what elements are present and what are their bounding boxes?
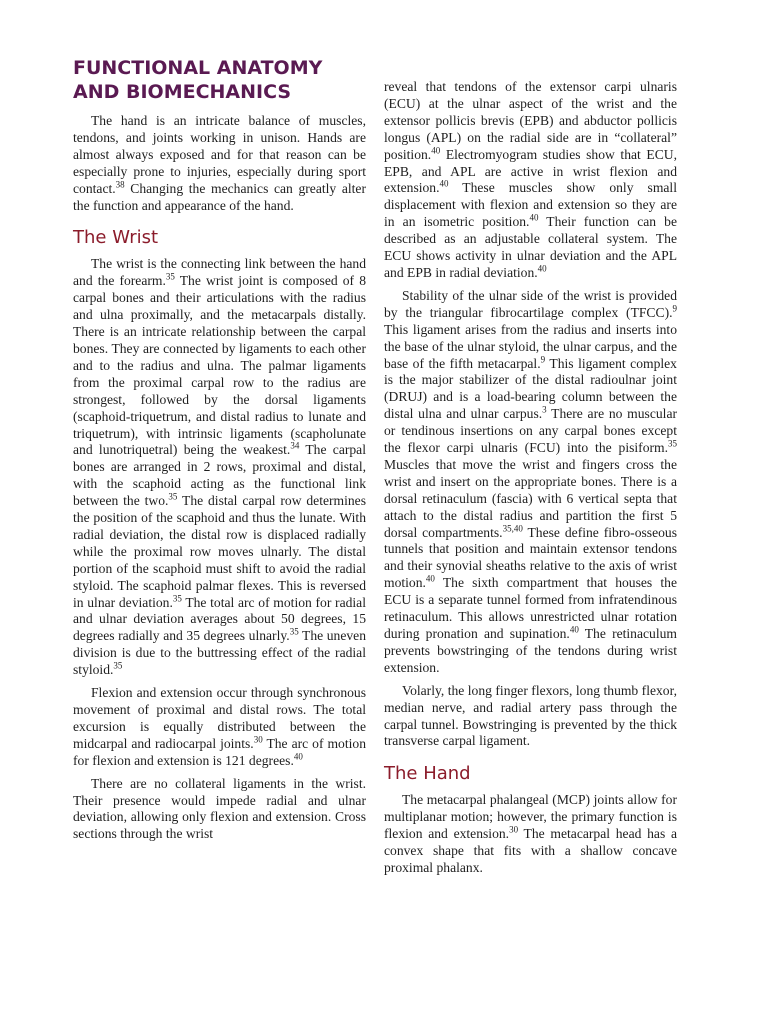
- text-run: The metacarpal phalangeal (MCP) joints allow for multiplanar motion; however, the primary function is flexion and extension.: [384, 792, 677, 842]
- text-run: There are no collateral ligaments in the wrist. Their presence would impede radial and ulnar deviation, allowing only flexion and extension. Cross sections through the wrist: [73, 775, 366, 842]
- citation-superscript: 40: [425, 573, 435, 584]
- text-run: Electromyogram studies show that ECU, EPB, and APL are active in wrist flexion and extension.: [384, 146, 677, 196]
- text-run: The total arc of motion for radial and ulnar deviation averages about 50 degrees, 15 degrees radially and 35 degrees ulnarly.: [73, 594, 366, 644]
- citation-superscript: 40: [293, 751, 303, 762]
- text-run: Stability of the ulnar side of the wrist is provided by the triangular fibrocartilage complex (TFCC).: [384, 287, 677, 320]
- wrist-subheading: The Wrist: [73, 227, 159, 249]
- text-run: This ligament arises from the radius and inserts into the base of the ulnar styloid, the ulnar carpus, and the base of the fifth metacarpal.: [384, 321, 677, 371]
- citation-superscript: 40: [431, 145, 441, 156]
- wrist-paragraph-2: [73, 685, 366, 770]
- text-run: The wrist joint is composed of 8 carpal bones and their articulations with the radius and ulna proximally, and the metacarpals distally. There is an intricate relationship between the carpal bones. They are connected by ligaments to each other and to the radius and ulna. The palmar ligaments from the proximal carpal row to the radius are strongest, followed by the dorsal ligaments (scaphoid-triquetrum, and distal radius to lunate and triquetrum), with intrinsic ligaments (scapholunate and lunotriquetral) being the weakest.: [73, 273, 366, 458]
- left-column: [73, 56, 366, 849]
- text-run: This ligament complex is the major stabilizer of the distal radioulnar joint (DRUJ) and is a load-bearing column between the distal ulna and ulnar carpus.: [384, 355, 677, 422]
- carpal-tunnel-paragraph: [384, 683, 677, 751]
- text-run: The uneven division is due to the buttressing effect of the radial styloid.: [73, 628, 366, 678]
- hand-subheading: The Hand: [384, 763, 471, 785]
- citation-superscript: 9: [672, 303, 677, 314]
- citation-superscript: 35: [289, 626, 299, 637]
- text-run: The carpal bones are arranged in 2 rows, proximal and distal, with the scaphoid acting as the functional link between the two.: [73, 442, 366, 509]
- text-run: These define fibro-osseous tunnels that position and maintain extensor tendons and their synovial sheaths relative to the axis of wrist motion.: [384, 524, 678, 591]
- text-run: Volarly, the long finger flexors, long thumb flexor, median nerve, and radial artery pass through the carpal tunnel. Bowstringing is prevented by the thick transverse carpal ligament.: [384, 682, 677, 749]
- wrist-paragraph-1: [73, 256, 366, 679]
- citation-superscript: 40: [439, 178, 449, 189]
- citation-superscript: 30: [253, 734, 263, 745]
- citation-superscript: 40: [569, 624, 579, 635]
- section-heading: FUNCTIONAL ANATOMY AND BIOMECHANICS: [73, 57, 323, 103]
- citation-superscript: 40: [529, 212, 539, 223]
- text-run: The distal carpal row determines the position of the scaphoid and thus the lunate. With radial deviation, the distal row is displaced radially while the proximal row moves ulnarly. The distal portion of the scaphoid must shift to avoid the radial styloid. The scaphoid palmar flexes. This is reversed in ulnar deviation.: [73, 493, 367, 610]
- citation-superscript: 9: [540, 353, 546, 364]
- text-run: The sixth compartment that houses the ECU is a separate tunnel formed from infratendinous retinaculum. This allows unrestricted ulnar rotation during pronation and supination.: [384, 575, 677, 641]
- text-run: The wrist is the connecting link between the hand and the forearm.: [73, 256, 366, 289]
- wrist-paragraph-3: [73, 776, 366, 844]
- text-run: Changing the mechanics can greatly alter the function and appearance of the hand.: [73, 180, 366, 213]
- text-run: Muscles that move the wrist and fingers cross the wrist and insert on the appropriate bones. There is a dorsal retinaculum (fascia) with 6 vertical septa that attach to the distal radius and partition the first 5 dorsal compartments.: [384, 456, 677, 540]
- text-run: Flexion and extension occur through synchronous movement of proximal and distal rows. The total excursion is equally distributed between the midcarpal and radiocarpal joints.: [73, 685, 366, 751]
- text-run: Their function can be described as an adjustable collateral system. The ECU shows activity in ulnar deviation and the APL and EPB in radial deviation.: [384, 214, 677, 280]
- citation-superscript: 30: [509, 824, 519, 835]
- citation-superscript: 35: [172, 593, 182, 604]
- wrist-paragraph-3-continued: [384, 79, 677, 282]
- intro-paragraph: [73, 113, 366, 214]
- citation-superscript: 3: [542, 404, 547, 415]
- text-run: These muscles show only small displacement with flexion and extension so they are in an isometric position.: [384, 180, 677, 230]
- citation-superscript: 38: [115, 179, 125, 190]
- right-column: [384, 79, 677, 883]
- ulnar-stability-paragraph: [384, 288, 677, 677]
- text-run: The metacarpal head has a convex shape that fits with a shallow concave proximal phalanx.: [384, 826, 677, 875]
- citation-superscript: 35,40: [502, 523, 523, 534]
- text-run: The hand is an intricate balance of muscles, tendons, and joints working in unison. Hands are almost always exposed and for that reason can be especially prone to injuries, especially during sport contact.: [73, 113, 366, 196]
- text-run: The arc of motion for flexion and extension is 121 degrees.: [73, 735, 366, 768]
- citation-superscript: 40: [537, 263, 547, 274]
- citation-superscript: 35: [165, 271, 175, 282]
- text-run: The retinaculum prevents bowstringing of the tendons during wrist extension.: [384, 626, 677, 675]
- hand-paragraph-1: [384, 792, 677, 877]
- citation-superscript: 34: [290, 440, 300, 451]
- citation-superscript: 35: [668, 438, 677, 449]
- text-run: There are no muscular or tendinous insertions on any carpal bones except the flexor carpi ulnaris (FCU) into the pisiform.: [384, 406, 678, 456]
- text-run: reveal that tendons of the extensor carpi ulnaris (ECU) at the ulnar aspect of the wrist and the extensor pollicis brevis (EPB) and abductor pollicis longus (APL) on the radial side are in “collateral” position.: [384, 79, 677, 162]
- citation-superscript: 35: [113, 660, 123, 671]
- citation-superscript: 35: [168, 491, 178, 502]
